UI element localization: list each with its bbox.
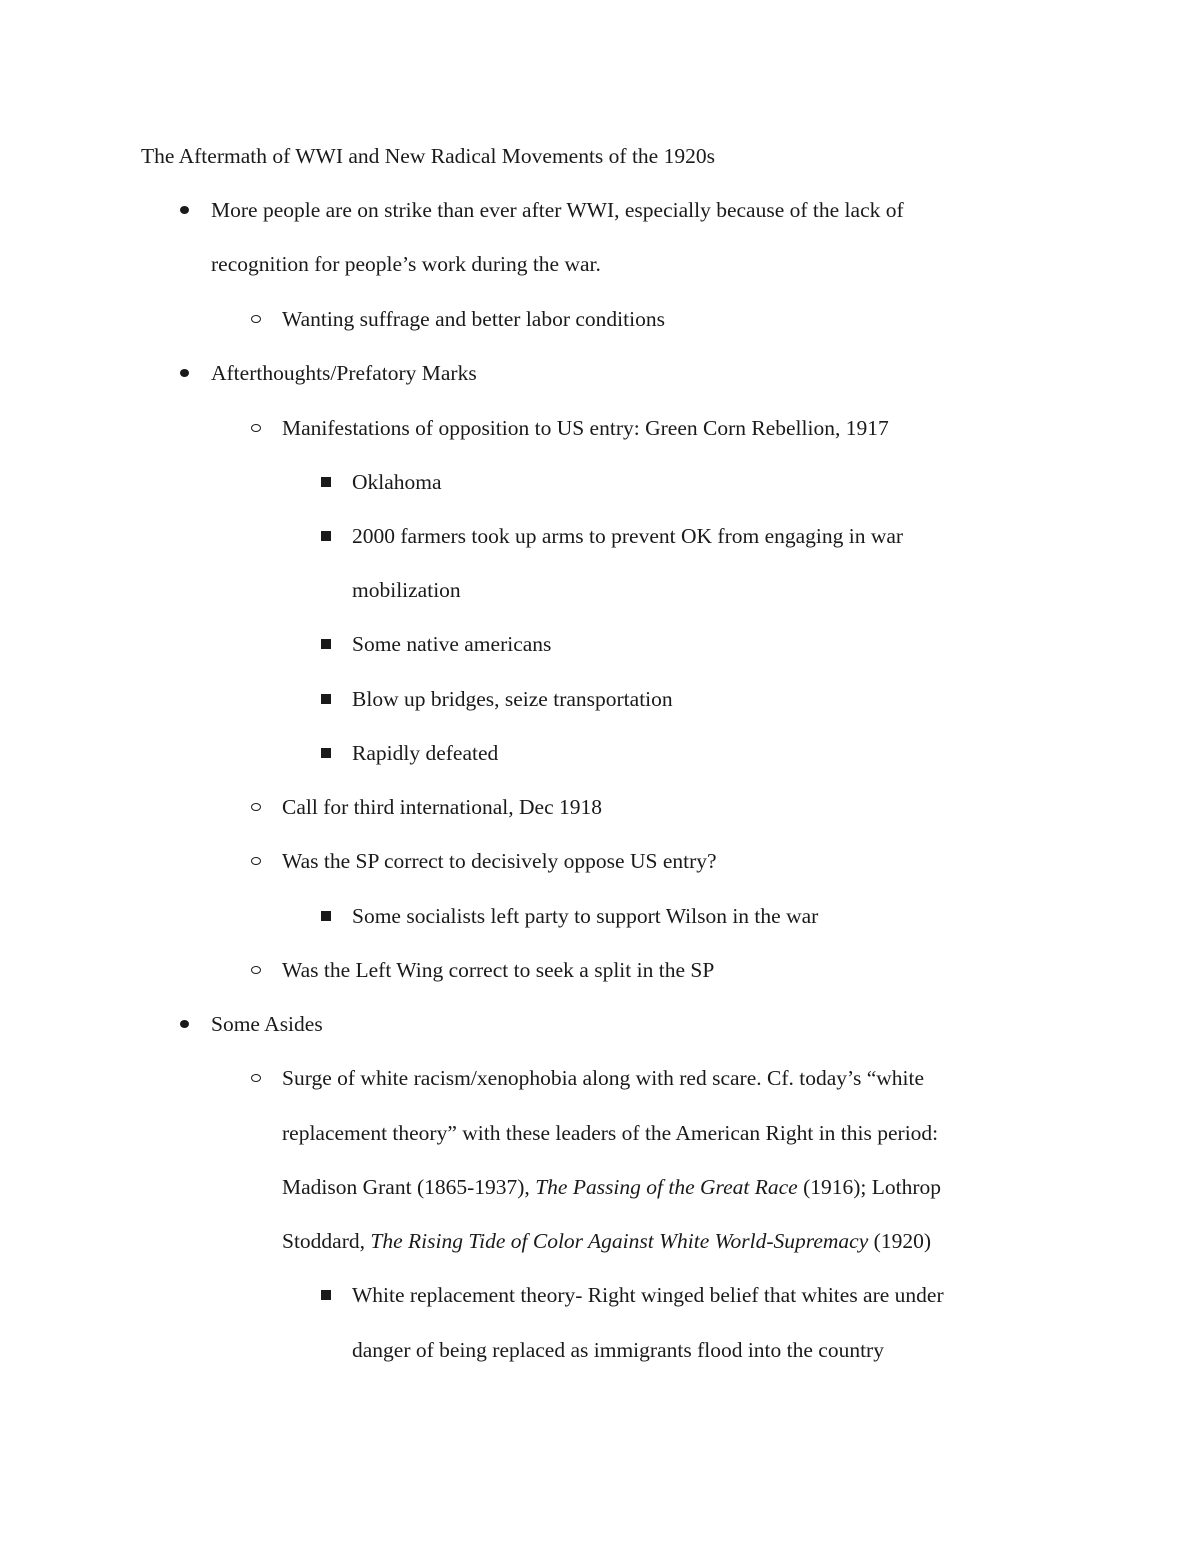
list-item-line: recognition for people’s work during the war. xyxy=(211,252,601,276)
citation-text: (1920) xyxy=(868,1229,931,1253)
list-item: Wanting suffrage and better labor conditions xyxy=(282,307,665,331)
list-item-line xyxy=(282,1226,931,1256)
list-item: Was the SP correct to decisively oppose US entry? xyxy=(282,849,717,873)
list-item-line: mobilization xyxy=(352,578,461,602)
list-item-line xyxy=(282,1172,941,1202)
list-item-line: White replacement theory- Right winged belief that whites are under xyxy=(352,1283,944,1307)
list-item-line: 2000 farmers took up arms to prevent OK from engaging in war xyxy=(352,524,904,548)
bullet-square-icon xyxy=(318,467,336,497)
list-item: Manifestations of opposition to US entry: Green Corn Rebellion, 1917 xyxy=(282,416,889,440)
citation-text: Madison Grant (1865-1937), xyxy=(282,1175,536,1199)
bullet-square-icon xyxy=(318,901,336,931)
list-item-line: More people are on strike than ever after WWI, especially because of the lack of xyxy=(211,198,904,222)
bullet-circle-icon xyxy=(248,792,266,822)
bullet-circle-icon xyxy=(248,413,266,443)
bullet-disc-icon xyxy=(176,1009,194,1039)
document-title: The Aftermath of WWI and New Radical Movements of the 1920s xyxy=(141,144,715,168)
bullet-circle-icon xyxy=(248,846,266,876)
list-item: Blow up bridges, seize transportation xyxy=(352,687,673,711)
bullet-square-icon xyxy=(318,738,336,768)
list-item: Afterthoughts/Prefatory Marks xyxy=(211,361,477,385)
book-title: The Rising Tide of Color Against White World-Supremacy xyxy=(370,1229,869,1253)
list-item: Some socialists left party to support Wilson in the war xyxy=(352,904,819,928)
list-item: Some native americans xyxy=(352,632,552,656)
bullet-circle-icon xyxy=(248,304,266,334)
bullet-disc-icon xyxy=(176,195,194,225)
citation-text: Stoddard, xyxy=(282,1229,371,1253)
bullet-square-icon xyxy=(318,684,336,714)
list-item-line: danger of being replaced as immigrants flood into the country xyxy=(352,1338,884,1362)
bullet-circle-icon xyxy=(248,955,266,985)
list-item-line: replacement theory” with these leaders of the American Right in this period: xyxy=(282,1121,939,1145)
bullet-square-icon xyxy=(318,629,336,659)
bullet-square-icon xyxy=(318,1280,336,1310)
list-item-line: Surge of white racism/xenophobia along with red scare. Cf. today’s “white xyxy=(282,1066,925,1090)
citation-text: (1916); Lothrop xyxy=(797,1175,942,1199)
list-item: Oklahoma xyxy=(352,470,442,494)
book-title: The Passing of the Great Race xyxy=(535,1175,798,1199)
list-item: Was the Left Wing correct to seek a split in the SP xyxy=(282,958,715,982)
bullet-square-icon xyxy=(318,521,336,551)
list-item: Call for third international, Dec 1918 xyxy=(282,795,603,819)
bullet-circle-icon xyxy=(248,1063,266,1093)
list-item: Rapidly defeated xyxy=(352,741,499,765)
list-item: Some Asides xyxy=(211,1012,323,1036)
bullet-disc-icon xyxy=(176,358,194,388)
